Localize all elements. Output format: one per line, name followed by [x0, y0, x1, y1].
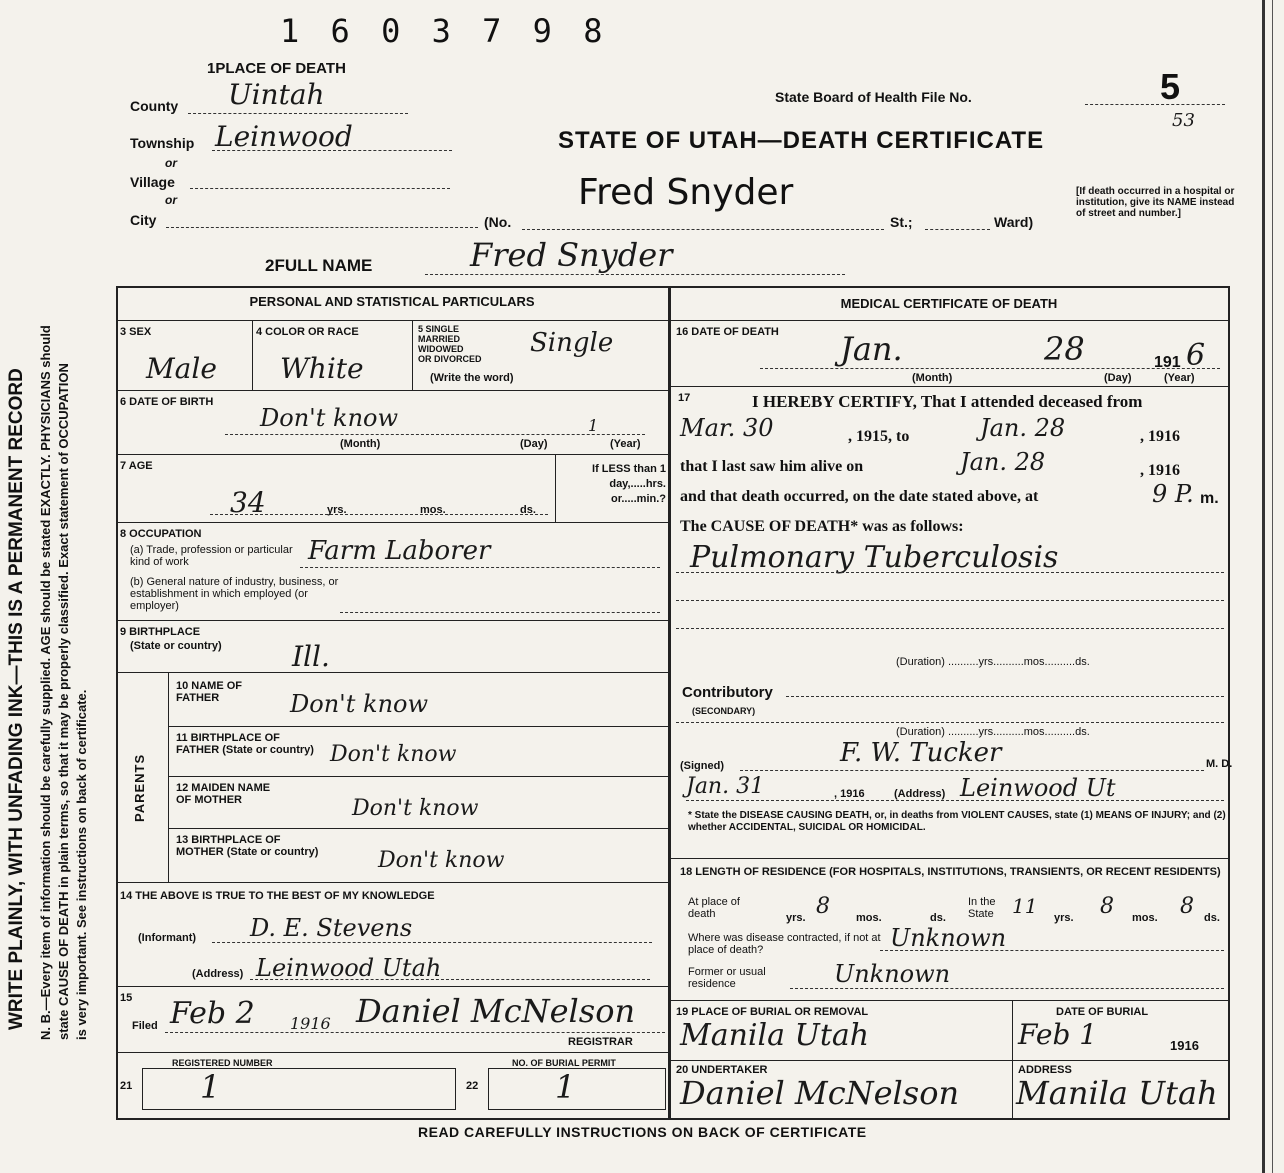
city-label: City: [130, 212, 157, 228]
father-label: 10 NAME OF FATHER: [176, 680, 243, 704]
filed-label: Filed: [132, 1020, 158, 1032]
last-seen-date: Jan. 28: [960, 448, 1046, 476]
township-label: Township: [130, 135, 195, 151]
undertaker-value: Daniel McNelson: [680, 1074, 960, 1112]
registrar-signature: Daniel McNelson: [356, 992, 636, 1030]
residence-label: 18 LENGTH OF RESIDENCE (FOR HOSPITALS, INSTITUTIONS, TRANSIENTS, OR RECENT RESIDENTS): [680, 866, 1221, 878]
physician-address-value: Leinwood Ut: [960, 774, 1116, 802]
attended-from: Mar. 30: [680, 414, 774, 442]
county-value: Uintah: [228, 78, 325, 111]
side-note-1: N. B.—Every item of information should be carefully supplied. AGE should be stated EXACTLY. PHYSICIANS should: [38, 325, 53, 1040]
disease-contracted-value: Unknown: [890, 924, 1007, 952]
village-label: Village: [130, 174, 175, 190]
mother-name-label: 12 MAIDEN NAME OF MOTHER: [176, 782, 271, 806]
mother-birthplace-value: Don't know: [378, 848, 505, 873]
dod-month: Jan.: [840, 330, 903, 368]
right-border-outer: [1272, 0, 1273, 1173]
father-value: Don't know: [290, 690, 429, 718]
physician-address-label: (Address): [894, 788, 946, 800]
side-instruction-main: WRITE PLAINLY, WITH UNFADING INK—THIS IS A PERMANENT RECORD: [6, 368, 27, 1030]
medical-heading: MEDICAL CERTIFICATE OF DEATH: [840, 296, 1058, 311]
marital-label: 5 SINGLE MARRIED WIDOWED OR DIVORCED: [418, 324, 482, 364]
residence-at-place-value: 8: [816, 894, 830, 919]
filed-value: Feb 2: [170, 996, 255, 1031]
sex-value: Male: [146, 352, 217, 385]
time-of-death: 9 P.: [1152, 480, 1194, 508]
dod-day: 28: [1044, 330, 1085, 368]
board-margin-number: 53: [1172, 110, 1195, 131]
signed-label: (Signed): [680, 760, 724, 772]
age-label: 7 AGE: [120, 460, 153, 472]
dod-year: 6: [1186, 338, 1206, 373]
mother-birthplace-label: 13 BIRTHPLACE OF MOTHER (State or country): [176, 834, 319, 858]
father-birthplace-label: 11 BIRTHPLACE OF FATHER (State or country): [176, 732, 314, 756]
birthplace-value: Ill.: [292, 640, 330, 673]
dob-value: Don't know: [260, 404, 399, 432]
certificate-number: 1 6 0 3 7 9 8: [280, 12, 609, 50]
informant-value: D. E. Stevens: [250, 914, 413, 942]
residence-in-state-ds: 8: [1180, 894, 1194, 919]
full-name-value: Fred Snyder: [470, 236, 673, 274]
undertaker-address-label: ADDRESS: [1018, 1064, 1072, 1076]
registrar-label: REGISTRAR: [568, 1036, 633, 1048]
color-label: 4 COLOR OR RACE: [256, 326, 359, 338]
less-than-day-label: If LESS than 1 day,.....hrs. or.....min.?: [592, 463, 666, 505]
board-file-value: 5: [1160, 66, 1181, 107]
side-note-3: is very important. See instructions on back of certificate.: [74, 689, 89, 1040]
registered-number-label: REGISTERED NUMBER: [172, 1058, 273, 1068]
marital-value: Single: [530, 328, 614, 358]
physician-signature: F. W. Tucker: [840, 738, 1002, 768]
burial-date-label: DATE OF BURIAL: [1056, 1006, 1149, 1018]
informant-label: (Informant): [138, 932, 197, 944]
residence-in-state-yrs: 11: [1012, 894, 1038, 918]
dob-year-value: 1: [588, 416, 599, 435]
dob-label: 6 DATE OF BIRTH: [120, 396, 214, 408]
footer-instructions: READ CAREFULLY INSTRUCTIONS ON BACK OF CERTIFICATE: [418, 1124, 867, 1140]
mother-name-value: Don't know: [352, 796, 479, 821]
cause-of-death: Pulmonary Tuberculosis: [690, 540, 1059, 575]
burial-date-value: Feb 1: [1018, 1018, 1098, 1051]
registered-number-value: 1: [200, 1068, 221, 1106]
cause-footnote: * State the DISEASE CAUSING DEATH, or, in deaths from VIOLENT CAUSES, state (1) MEANS OF INJURY; and (2) whether ACCIDENTAL, SUICIDAL OR HOMICIDAL.: [688, 810, 1226, 833]
birthplace-label: 9 BIRTHPLACE: [120, 626, 201, 638]
typed-name: Fred Snyder: [578, 172, 794, 213]
informant-address-value: Leinwood Utah: [256, 954, 442, 982]
certify-text: I HEREBY CERTIFY, That I attended deceased from: [752, 392, 1143, 411]
informant-address-label: (Address): [192, 968, 244, 980]
right-border: [1262, 0, 1265, 1173]
side-note-2: state CAUSE OF DEATH in plain terms, so that it may be properly classified. Exact statement of OCCUPATION: [56, 363, 71, 1040]
dod-label: 16 DATE OF DEATH: [676, 326, 779, 338]
occupation-label: 8 OCCUPATION: [120, 528, 202, 540]
occupation-value: Farm Laborer: [308, 536, 491, 566]
undertaker-address-value: Manila Utah: [1016, 1074, 1218, 1112]
undertaker-label: 20 UNDERTAKER: [676, 1064, 768, 1076]
residence-in-state-mos: 8: [1100, 894, 1114, 919]
parents-label: PARENTS: [132, 753, 147, 822]
full-name-label: 2FULL NAME: [265, 256, 373, 275]
color-value: White: [280, 352, 364, 385]
place-heading: 1PLACE OF DEATH: [207, 60, 346, 77]
date-signed: Jan. 31: [686, 774, 765, 799]
county-label: County: [130, 98, 179, 114]
sex-label: 3 SEX: [120, 326, 152, 338]
burial-permit-value: 1: [555, 1068, 576, 1106]
board-file-label: State Board of Health File No.: [775, 89, 972, 105]
township-value: Leinwood: [215, 120, 353, 153]
certificate-title: STATE OF UTAH—DEATH CERTIFICATE: [558, 127, 1045, 154]
true-statement-label: 14 THE ABOVE IS TRUE TO THE BEST OF MY KNOWLEDGE: [120, 890, 435, 902]
attended-to: Jan. 28: [980, 414, 1066, 442]
hospital-note: [If death occurred in a hospital or institution, give its NAME instead of street and number.]: [1076, 186, 1235, 219]
burial-place-label: 19 PLACE OF BURIAL OR REMOVAL: [676, 1006, 869, 1018]
burial-permit-label: NO. OF BURIAL PERMIT: [512, 1058, 616, 1068]
contributory-label: Contributory: [682, 684, 773, 701]
personal-heading: PERSONAL AND STATISTICAL PARTICULARS: [249, 294, 535, 309]
burial-place-value: Manila Utah: [680, 1018, 870, 1053]
age-value: 34: [230, 486, 266, 519]
father-birthplace-value: Don't know: [330, 742, 457, 767]
former-residence-value: Unknown: [834, 960, 951, 988]
